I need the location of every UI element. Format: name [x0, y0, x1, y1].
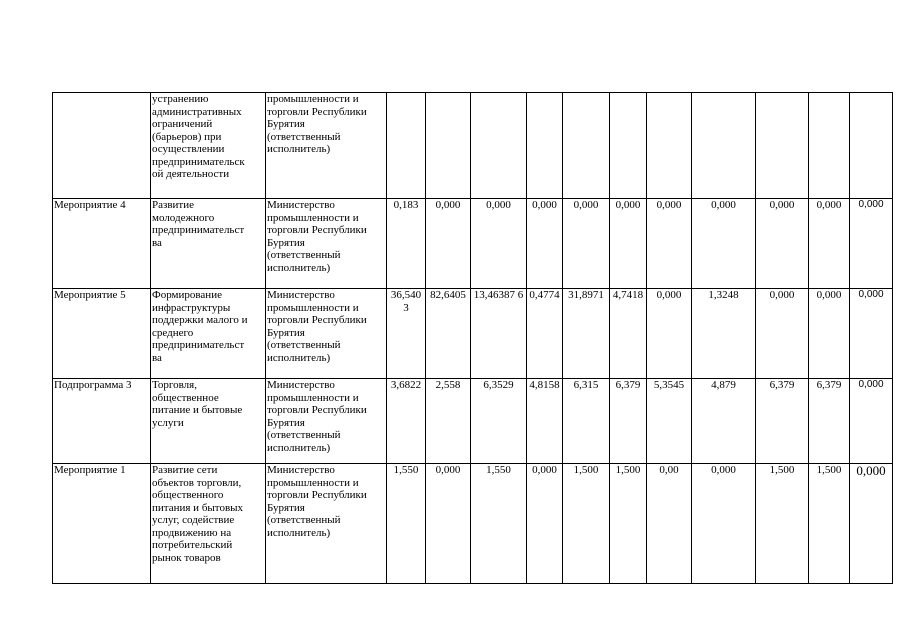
value-cell: 0,000: [809, 289, 850, 379]
value-cell: 4,7418: [610, 289, 647, 379]
value-cell: [563, 93, 610, 199]
row-executor-cell: Министерство промышленности и торговли Республики Бурятия (ответственный исполнитель): [266, 379, 387, 464]
value-cell: 0,000: [692, 464, 756, 584]
value-cell: 6,379: [809, 379, 850, 464]
row-name-cell: Мероприятие 4: [53, 199, 151, 289]
value-cell: 0,000: [610, 199, 647, 289]
value-cell: 36,540 3: [387, 289, 426, 379]
value-cell: 1,500: [610, 464, 647, 584]
value-cell: 1,3248: [692, 289, 756, 379]
value-cell: 0,000: [809, 199, 850, 289]
row-title-cell: Формирование инфраструктуры поддержки малого и среднего предпринимательст ва: [151, 289, 266, 379]
value-cell: [426, 93, 471, 199]
value-cell: 13,46387 6: [471, 289, 527, 379]
value-cell: 4,879: [692, 379, 756, 464]
value-cell: [850, 93, 893, 199]
value-cell: 0,00: [647, 464, 692, 584]
value-cell: 0,000: [850, 289, 893, 379]
value-cell: 6,315: [563, 379, 610, 464]
row-title-cell: Развитие сети объектов торговли, общественного питания и бытовых услуг, содействие продвижению на потребительский рынок товаров: [151, 464, 266, 584]
value-cell: [692, 93, 756, 199]
value-cell: 0,000: [527, 464, 563, 584]
value-cell: [756, 93, 809, 199]
value-cell: 0,000: [426, 464, 471, 584]
table-row: [53, 289, 893, 379]
budget-table: [52, 92, 893, 584]
row-name-cell: Подпрограмма 3: [53, 379, 151, 464]
value-cell: 0,000: [647, 199, 692, 289]
value-cell: [387, 93, 426, 199]
value-cell: [471, 93, 527, 199]
table-body: [53, 93, 893, 584]
value-cell: 4,8158: [527, 379, 563, 464]
value-cell: 0,000: [756, 289, 809, 379]
value-cell: 3,6822: [387, 379, 426, 464]
row-name-cell: Мероприятие 5: [53, 289, 151, 379]
value-cell: 0,000: [563, 199, 610, 289]
value-cell: 2,558: [426, 379, 471, 464]
row-name-cell: [53, 93, 151, 199]
value-cell: [527, 93, 563, 199]
value-cell: [647, 93, 692, 199]
value-cell: 1,500: [563, 464, 610, 584]
value-cell: 6,3529: [471, 379, 527, 464]
table-row: [53, 464, 893, 584]
value-cell: 0,000: [850, 199, 893, 289]
row-title-cell: Развитие молодежного предпринимательст ва: [151, 199, 266, 289]
row-executor-cell: промышленности и торговли Республики Бурятия (ответственный исполнитель): [266, 93, 387, 199]
value-cell: 0,000: [692, 199, 756, 289]
value-cell: 0,000: [756, 199, 809, 289]
value-cell: 82,6405: [426, 289, 471, 379]
value-cell: 1,500: [756, 464, 809, 584]
value-cell: 0,000: [850, 464, 893, 584]
row-title-cell: Торговля, общественное питание и бытовые услуги: [151, 379, 266, 464]
value-cell: 0,4774: [527, 289, 563, 379]
table-row: [53, 93, 893, 199]
value-cell: 0,000: [471, 199, 527, 289]
value-cell: 5,3545: [647, 379, 692, 464]
row-executor-cell: Министерство промышленности и торговли Республики Бурятия (ответственный исполнитель): [266, 464, 387, 584]
value-cell: 0,000: [850, 379, 893, 464]
value-cell: 1,500: [809, 464, 850, 584]
value-cell: 6,379: [610, 379, 647, 464]
table-row: [53, 379, 893, 464]
value-cell: 1,550: [387, 464, 426, 584]
table-row: [53, 199, 893, 289]
row-executor-cell: Министерство промышленности и торговли Республики Бурятия (ответственный исполнитель): [266, 199, 387, 289]
value-cell: 0,000: [527, 199, 563, 289]
row-executor-cell: Министерство промышленности и торговли Республики Бурятия (ответственный исполнитель): [266, 289, 387, 379]
value-cell: 0,000: [426, 199, 471, 289]
value-cell: [610, 93, 647, 199]
value-cell: 0,183: [387, 199, 426, 289]
row-name-cell: Мероприятие 1: [53, 464, 151, 584]
value-cell: [809, 93, 850, 199]
row-title-cell: устранению административных ограничений (барьеров) при осуществлении предпринимательск ой деятельности: [151, 93, 266, 199]
value-cell: 31,8971: [563, 289, 610, 379]
value-cell: 1,550: [471, 464, 527, 584]
value-cell: 6,379: [756, 379, 809, 464]
value-cell: 0,000: [647, 289, 692, 379]
